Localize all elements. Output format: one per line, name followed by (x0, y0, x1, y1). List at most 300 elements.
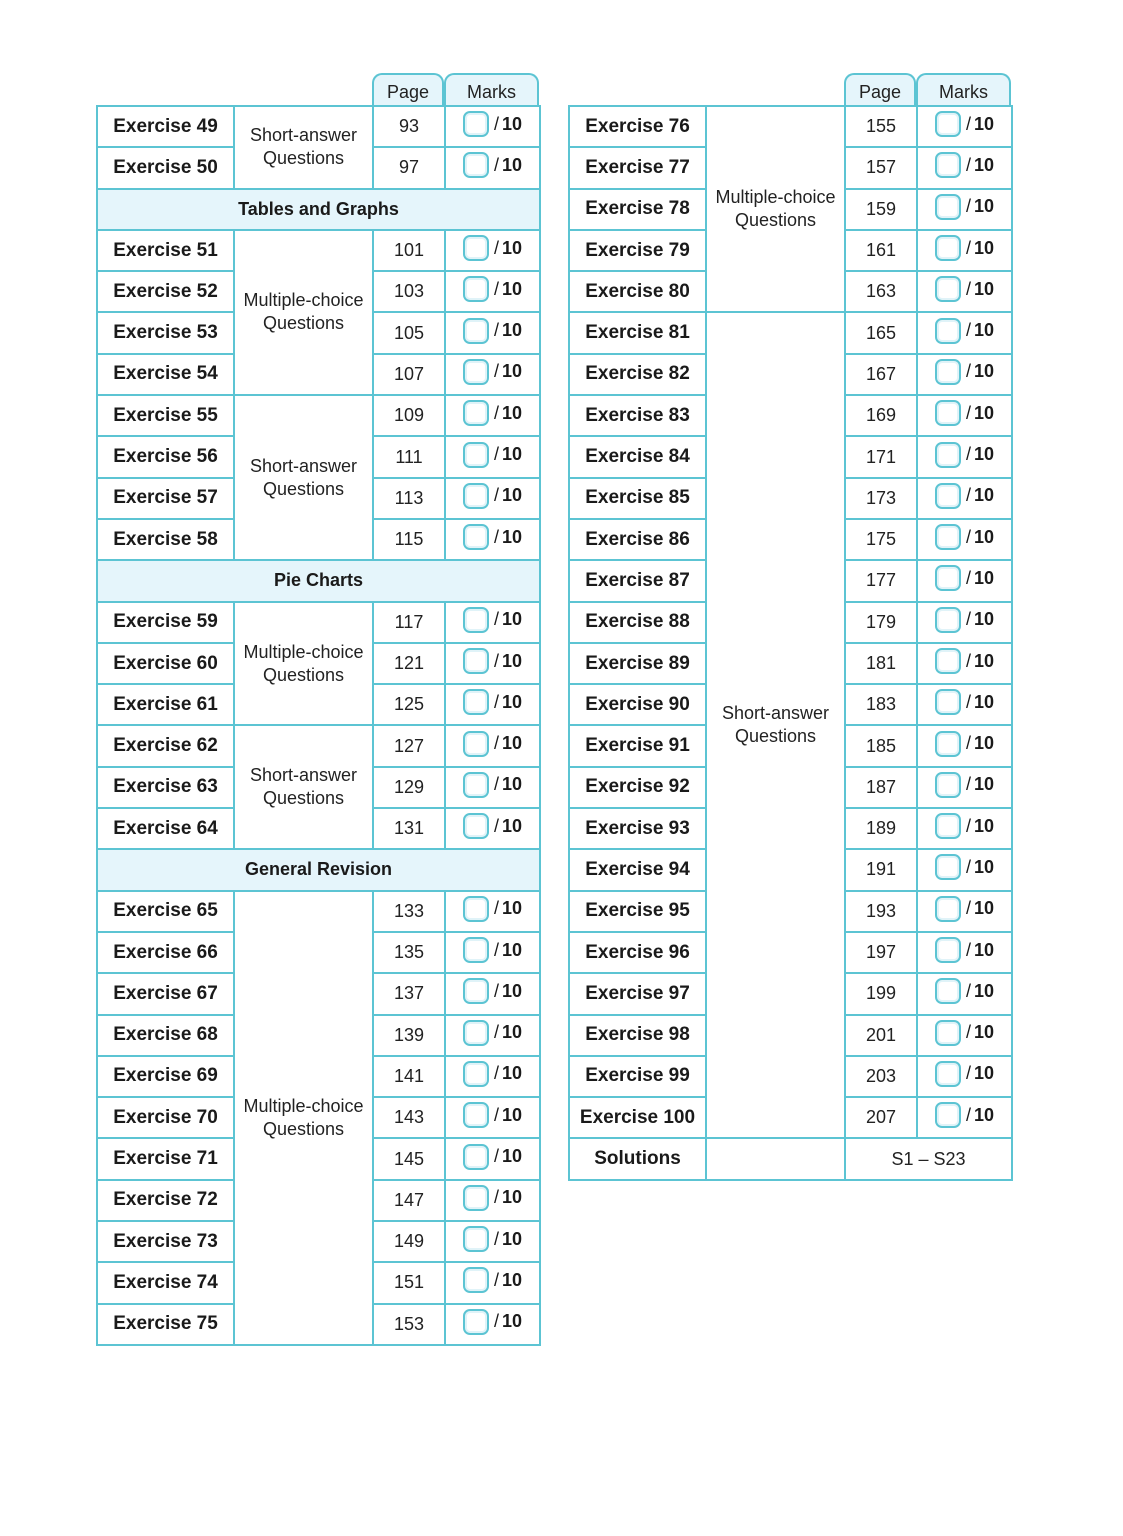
page-number: 143 (373, 1097, 445, 1138)
marks-slash: / (493, 485, 499, 506)
marks-input-box[interactable] (935, 1020, 961, 1046)
marks-input-box[interactable] (935, 400, 961, 426)
page-number: 157 (845, 147, 917, 188)
exercise-name: Exercise 75 (97, 1304, 234, 1345)
marks-slash: / (965, 1104, 971, 1125)
exercise-name: Exercise 72 (97, 1180, 234, 1221)
marks-input-box[interactable] (463, 731, 489, 757)
marks-cell (445, 1056, 540, 1097)
question-type-line: Short-answer (249, 455, 358, 476)
marks-slash: / (965, 567, 971, 588)
page-number: 139 (373, 1015, 445, 1056)
page-number: 131 (373, 808, 445, 849)
marks-entry (935, 1102, 994, 1128)
marks-slash: / (965, 361, 971, 382)
marks-total: 10 (501, 1311, 523, 1332)
question-type-line: Multiple-choice (243, 641, 364, 662)
question-type-line: Questions (262, 148, 345, 169)
marks-entry (935, 318, 994, 344)
marks-input-box[interactable] (935, 1102, 961, 1128)
exercise-name: Exercise 63 (97, 767, 234, 808)
marks-total: 10 (973, 154, 995, 175)
marks-cell (445, 684, 540, 725)
marks-entry (463, 813, 522, 839)
question-type-line: Multiple-choice (243, 290, 364, 311)
marks-cell (917, 560, 1012, 601)
marks-input-box[interactable] (463, 607, 489, 633)
page-number: 105 (373, 312, 445, 353)
exercise-name: Exercise 49 (97, 106, 234, 147)
marks-input-box[interactable] (463, 400, 489, 426)
page-number: 125 (373, 684, 445, 725)
marks-total: 10 (973, 196, 995, 217)
marks-input-box[interactable] (463, 524, 489, 550)
marks-total: 10 (973, 939, 995, 960)
marks-entry (463, 276, 522, 302)
marks-entry (935, 483, 994, 509)
marks-slash: / (965, 320, 971, 341)
page-number: 167 (845, 354, 917, 395)
marks-input-box[interactable] (463, 1020, 489, 1046)
marks-slash: / (493, 237, 499, 258)
exercise-name: Exercise 57 (97, 478, 234, 519)
marks-input-box[interactable] (935, 524, 961, 550)
column-header (96, 73, 541, 105)
exercise-name: Exercise 55 (97, 395, 234, 436)
marks-cell (445, 1180, 540, 1221)
exercise-name: Exercise 74 (97, 1262, 234, 1303)
exercise-name: Exercise 50 (97, 147, 234, 188)
marks-total: 10 (501, 980, 523, 1001)
exercise-name: Exercise 80 (569, 271, 706, 312)
marks-cell (445, 767, 540, 808)
marks-slash: / (493, 650, 499, 671)
marks-cell (917, 1056, 1012, 1097)
marks-input-box[interactable] (463, 648, 489, 674)
marks-total: 10 (973, 320, 995, 341)
page-number: 159 (845, 189, 917, 230)
exercise-row (97, 230, 540, 271)
marks-slash: / (493, 815, 499, 836)
marks-slash: / (965, 154, 971, 175)
marks-total: 10 (501, 1104, 523, 1125)
marks-input-box[interactable] (463, 896, 489, 922)
page-number: 151 (373, 1262, 445, 1303)
exercise-name: Exercise 51 (97, 230, 234, 271)
page-number: 111 (373, 436, 445, 477)
exercise-name: Exercise 87 (569, 560, 706, 601)
question-type (234, 106, 373, 189)
marks-input-box[interactable] (935, 359, 961, 385)
marks-input-box[interactable] (935, 565, 961, 591)
marks-slash: / (965, 444, 971, 465)
exercise-name: Exercise 64 (97, 808, 234, 849)
question-type (234, 891, 373, 1345)
marks-slash: / (965, 1022, 971, 1043)
marks-slash: / (493, 1269, 499, 1290)
page-number: 189 (845, 808, 917, 849)
marks-total: 10 (501, 402, 523, 423)
question-type-line: Multiple-choice (715, 187, 836, 208)
marks-slash: / (493, 278, 499, 299)
marks-input-box[interactable] (935, 689, 961, 715)
page-number: 163 (845, 271, 917, 312)
marks-header: Marks (444, 73, 539, 105)
exercise-row (97, 106, 540, 147)
question-type (234, 230, 373, 395)
marks-entry (935, 813, 994, 839)
marks-cell (917, 602, 1012, 643)
marks-slash: / (493, 980, 499, 1001)
marks-input-box[interactable] (463, 111, 489, 137)
marks-cell (445, 395, 540, 436)
exercise-name: Exercise 69 (97, 1056, 234, 1097)
exercise-name: Exercise 79 (569, 230, 706, 271)
marks-total: 10 (501, 1269, 523, 1290)
exercise-name: Exercise 100 (569, 1097, 706, 1138)
marks-entry (935, 772, 994, 798)
marks-input-box[interactable] (935, 1061, 961, 1087)
section-title: General Revision (97, 849, 540, 890)
marks-entry (935, 689, 994, 715)
marks-slash: / (493, 1187, 499, 1208)
left-column (96, 73, 541, 1346)
marks-total: 10 (501, 815, 523, 836)
question-type (234, 395, 373, 560)
marks-total: 10 (501, 898, 523, 919)
marks-input-box[interactable] (935, 896, 961, 922)
page-number: 171 (845, 436, 917, 477)
marks-slash: / (493, 444, 499, 465)
exercise-row (97, 602, 540, 643)
marks-total: 10 (501, 154, 523, 175)
marks-total: 10 (973, 113, 995, 134)
marks-total: 10 (501, 609, 523, 630)
solutions-pages: S1 – S23 (845, 1138, 1012, 1179)
exercise-row (569, 312, 1012, 353)
page-number: 133 (373, 891, 445, 932)
marks-input-box[interactable] (935, 978, 961, 1004)
marks-total: 10 (973, 1022, 995, 1043)
marks-entry (463, 1267, 522, 1293)
marks-total: 10 (501, 1228, 523, 1249)
marks-input-box[interactable] (463, 1185, 489, 1211)
marks-entry (935, 896, 994, 922)
exercise-name: Exercise 77 (569, 147, 706, 188)
marks-entry (935, 607, 994, 633)
marks-input-box[interactable] (463, 1102, 489, 1128)
marks-input-box[interactable] (935, 194, 961, 220)
marks-entry (463, 152, 522, 178)
marks-cell (917, 312, 1012, 353)
exercise-name: Exercise 59 (97, 602, 234, 643)
marks-slash: / (965, 113, 971, 134)
marks-entry (935, 359, 994, 385)
marks-entry (935, 1061, 994, 1087)
page-number: 117 (373, 602, 445, 643)
marks-input-box[interactable] (463, 1061, 489, 1087)
marks-cell (917, 230, 1012, 271)
marks-total: 10 (973, 485, 995, 506)
page-number: 203 (845, 1056, 917, 1097)
marks-cell (917, 891, 1012, 932)
marks-total: 10 (973, 856, 995, 877)
page-number: 199 (845, 973, 917, 1014)
marks-entry (463, 1185, 522, 1211)
page-number: 185 (845, 725, 917, 766)
marks-total: 10 (973, 609, 995, 630)
marks-input-box[interactable] (935, 152, 961, 178)
marks-entry (463, 483, 522, 509)
question-type-line: Questions (262, 788, 345, 809)
marks-total: 10 (501, 939, 523, 960)
exercise-name: Exercise 82 (569, 354, 706, 395)
marks-cell (917, 478, 1012, 519)
marks-entry (463, 442, 522, 468)
page-number: 113 (373, 478, 445, 519)
right-table (568, 105, 1013, 1181)
exercise-name: Exercise 68 (97, 1015, 234, 1056)
marks-input-box[interactable] (463, 318, 489, 344)
marks-slash: / (493, 154, 499, 175)
section-title: Pie Charts (97, 560, 540, 601)
marks-input-box[interactable] (935, 442, 961, 468)
exercise-name: Exercise 85 (569, 478, 706, 519)
marks-slash: / (965, 196, 971, 217)
page-number: 127 (373, 725, 445, 766)
marks-entry (463, 235, 522, 261)
solutions-row (569, 1138, 1012, 1179)
marks-cell (445, 1221, 540, 1262)
marks-cell (445, 602, 540, 643)
page-header: Page (844, 73, 916, 105)
exercise-name: Exercise 86 (569, 519, 706, 560)
marks-entry (935, 731, 994, 757)
marks-cell (917, 1097, 1012, 1138)
marks-entry (935, 152, 994, 178)
marks-input-box[interactable] (935, 111, 961, 137)
marks-total: 10 (973, 774, 995, 795)
marks-cell (445, 643, 540, 684)
marks-input-box[interactable] (935, 937, 961, 963)
marks-entry (463, 1061, 522, 1087)
marks-input-box[interactable] (463, 483, 489, 509)
page-number: 121 (373, 643, 445, 684)
left-table (96, 105, 541, 1346)
exercise-name: Exercise 61 (97, 684, 234, 725)
page-number: 101 (373, 230, 445, 271)
section-title: Tables and Graphs (97, 189, 540, 230)
marks-input-box[interactable] (935, 648, 961, 674)
marks-input-box[interactable] (463, 772, 489, 798)
marks-entry (463, 1226, 522, 1252)
exercise-name: Exercise 53 (97, 312, 234, 353)
marks-input-box[interactable] (935, 731, 961, 757)
marks-total: 10 (501, 1063, 523, 1084)
exercise-row (97, 725, 540, 766)
marks-input-box[interactable] (935, 276, 961, 302)
marks-input-box[interactable] (463, 1226, 489, 1252)
marks-input-box[interactable] (463, 276, 489, 302)
marks-cell (917, 395, 1012, 436)
marks-input-box[interactable] (935, 483, 961, 509)
solutions-label: Solutions (569, 1138, 706, 1179)
marks-total: 10 (501, 526, 523, 547)
marks-slash: / (965, 815, 971, 836)
marks-entry (463, 689, 522, 715)
marks-slash: / (965, 278, 971, 299)
marks-slash: / (493, 609, 499, 630)
page-header: Page (372, 73, 444, 105)
marks-cell (917, 519, 1012, 560)
marks-input-box[interactable] (935, 813, 961, 839)
marks-entry (935, 524, 994, 550)
marks-cell (445, 106, 540, 147)
marks-total: 10 (501, 320, 523, 341)
marks-cell (445, 1138, 540, 1179)
marks-slash: / (493, 402, 499, 423)
page-number: 135 (373, 932, 445, 973)
marks-slash: / (493, 113, 499, 134)
marks-entry (935, 111, 994, 137)
exercise-name: Exercise 98 (569, 1015, 706, 1056)
page-number: 197 (845, 932, 917, 973)
marks-entry (935, 400, 994, 426)
marks-input-box[interactable] (463, 235, 489, 261)
marks-entry (463, 1102, 522, 1128)
marks-total: 10 (501, 278, 523, 299)
marks-entry (935, 565, 994, 591)
question-type (234, 725, 373, 849)
exercise-row (97, 891, 540, 932)
exercise-row (97, 395, 540, 436)
marks-cell (917, 684, 1012, 725)
marks-slash: / (493, 1104, 499, 1125)
marks-slash: / (965, 856, 971, 877)
marks-total: 10 (501, 1187, 523, 1208)
marks-input-box[interactable] (463, 359, 489, 385)
page-number: 161 (845, 230, 917, 271)
marks-input-box[interactable] (463, 813, 489, 839)
marks-cell (445, 808, 540, 849)
marks-cell (917, 725, 1012, 766)
marks-input-box[interactable] (463, 1309, 489, 1335)
marks-total: 10 (973, 898, 995, 919)
marks-cell (917, 849, 1012, 890)
exercise-name: Exercise 62 (97, 725, 234, 766)
section-row (97, 849, 540, 890)
marks-cell (445, 725, 540, 766)
marks-input-box[interactable] (463, 152, 489, 178)
section-row (97, 189, 540, 230)
marks-total: 10 (501, 733, 523, 754)
marks-slash: / (493, 1311, 499, 1332)
marks-entry (935, 854, 994, 880)
marks-total: 10 (973, 733, 995, 754)
question-type-line: Questions (262, 1118, 345, 1139)
marks-input-box[interactable] (935, 318, 961, 344)
question-type-line: Questions (734, 210, 817, 231)
marks-cell (445, 973, 540, 1014)
marks-entry (463, 607, 522, 633)
marks-cell (445, 312, 540, 353)
exercise-name: Exercise 90 (569, 684, 706, 725)
marks-slash: / (965, 485, 971, 506)
question-type-line: Short-answer (721, 703, 830, 724)
marks-cell (445, 891, 540, 932)
marks-slash: / (493, 939, 499, 960)
marks-input-box[interactable] (463, 442, 489, 468)
marks-total: 10 (973, 237, 995, 258)
marks-total: 10 (501, 237, 523, 258)
page-number: 155 (845, 106, 917, 147)
exercise-name: Exercise 65 (97, 891, 234, 932)
exercise-name: Exercise 89 (569, 643, 706, 684)
question-type (706, 312, 845, 1138)
marks-input-box[interactable] (935, 854, 961, 880)
exercise-name: Exercise 91 (569, 725, 706, 766)
question-type-line: Multiple-choice (243, 1095, 364, 1116)
marks-total: 10 (973, 691, 995, 712)
marks-slash: / (965, 1063, 971, 1084)
marks-input-box[interactable] (463, 937, 489, 963)
page-number: 187 (845, 767, 917, 808)
marks-cell (917, 973, 1012, 1014)
marks-total: 10 (501, 444, 523, 465)
page-number: 193 (845, 891, 917, 932)
marks-slash: / (493, 898, 499, 919)
marks-slash: / (965, 650, 971, 671)
page-number: 107 (373, 354, 445, 395)
marks-cell (917, 1015, 1012, 1056)
exercise-name: Exercise 94 (569, 849, 706, 890)
page-number: 115 (373, 519, 445, 560)
marks-total: 10 (501, 485, 523, 506)
marks-input-box[interactable] (463, 689, 489, 715)
question-type-line: Questions (734, 726, 817, 747)
page-number: 173 (845, 478, 917, 519)
exercise-name: Exercise 78 (569, 189, 706, 230)
exercise-name: Exercise 56 (97, 436, 234, 477)
marks-input-box[interactable] (463, 1267, 489, 1293)
marks-cell (917, 643, 1012, 684)
marks-input-box[interactable] (935, 607, 961, 633)
page-number: 169 (845, 395, 917, 436)
marks-cell (445, 354, 540, 395)
marks-entry (463, 400, 522, 426)
marks-total: 10 (973, 815, 995, 836)
marks-entry (935, 442, 994, 468)
page-number: 149 (373, 1221, 445, 1262)
marks-input-box[interactable] (463, 978, 489, 1004)
exercise-name: Exercise 66 (97, 932, 234, 973)
question-type-line: Questions (262, 478, 345, 499)
page-number: 165 (845, 312, 917, 353)
marks-slash: / (493, 733, 499, 754)
marks-input-box[interactable] (463, 1144, 489, 1170)
marks-cell (917, 808, 1012, 849)
marks-input-box[interactable] (935, 235, 961, 261)
marks-cell (445, 271, 540, 312)
marks-entry (935, 194, 994, 220)
marks-cell (917, 436, 1012, 477)
marks-cell (445, 436, 540, 477)
page-number: 201 (845, 1015, 917, 1056)
marks-total: 10 (501, 774, 523, 795)
marks-slash: / (965, 402, 971, 423)
marks-input-box[interactable] (935, 772, 961, 798)
question-type-line: Short-answer (249, 125, 358, 146)
